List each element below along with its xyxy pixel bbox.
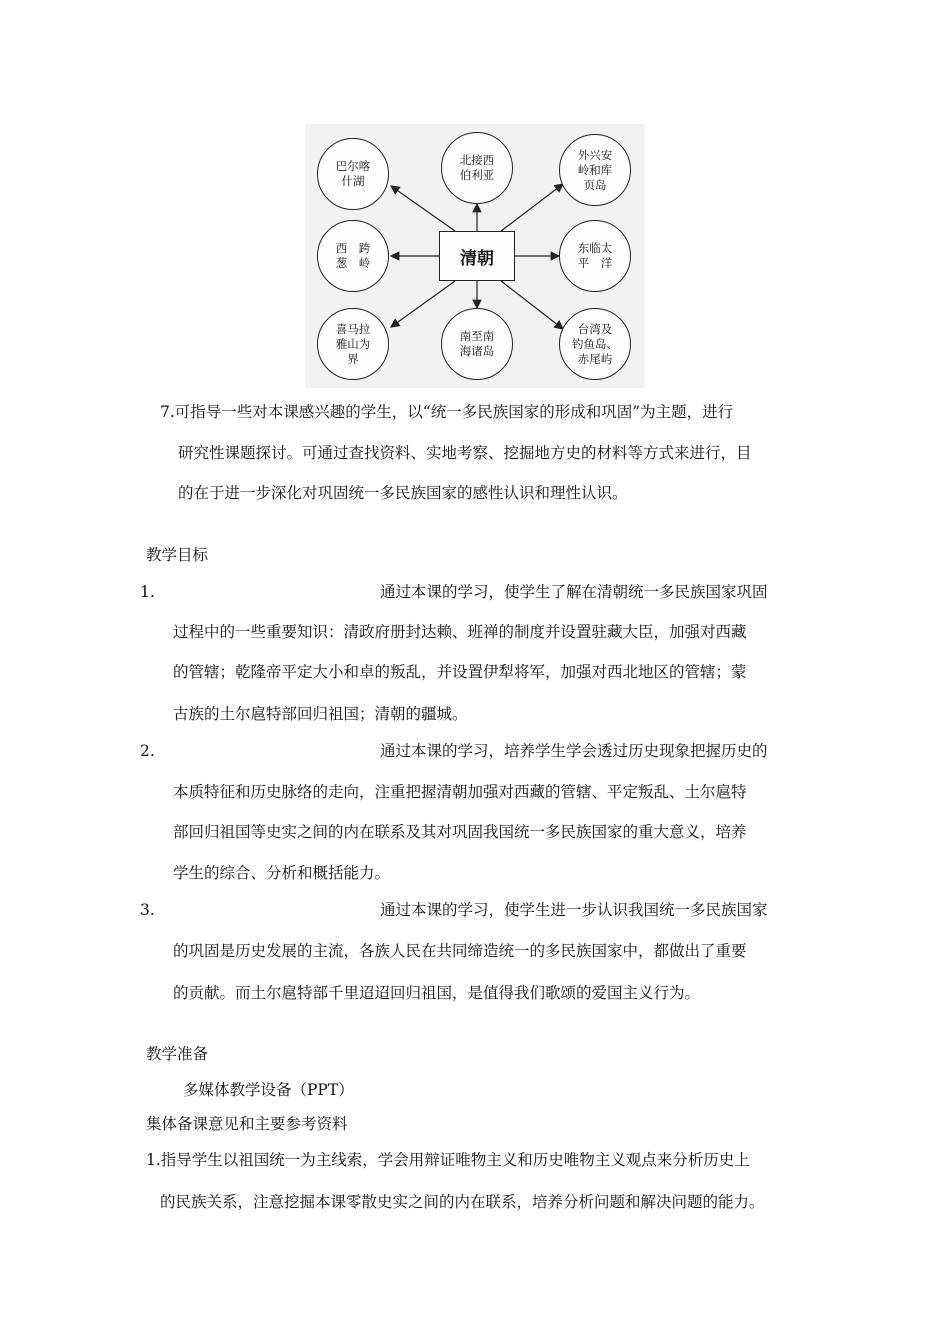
arrow-bottom-right bbox=[501, 281, 563, 329]
goal1-line1: 通过本课的学习，使学生了解在清朝统一多民族国家巩固 bbox=[380, 583, 768, 601]
goal3-line2: 的巩固是历史发展的主流，各族人民在共同缔造统一的多民族国家中，都做出了重要 bbox=[173, 942, 747, 960]
goal1-line3: 的管辖；乾隆帝平定大小和卓的叛乱，并设置伊犁将军，加强对西北地区的管辖；蒙 bbox=[173, 663, 747, 681]
qing-territory-diagram bbox=[305, 124, 645, 388]
goal1-number: 1. bbox=[140, 583, 155, 601]
goal2-line2: 本质特征和历史脉络的走向，注重把握清朝加强对西藏的管辖、平定叛乱、土尔扈特 bbox=[173, 783, 747, 801]
goals-heading: 教学目标 bbox=[146, 546, 209, 564]
arrow-top-right bbox=[501, 184, 563, 231]
arrow-bottom-left bbox=[391, 281, 455, 327]
goal3-line1: 通过本课的学习，使学生进一步认识我国统一多民族国家 bbox=[380, 901, 768, 919]
prep-heading: 教学准备 bbox=[146, 1045, 209, 1063]
arrow-top-left bbox=[391, 186, 455, 231]
node-pacific: 东临太 平 洋 bbox=[559, 220, 631, 292]
node-south-sea-islands: 南至南 海诸岛 bbox=[441, 308, 513, 380]
center-qing-box: 清朝 bbox=[439, 231, 515, 281]
opinions-heading: 集体备课意见和主要参考资料 bbox=[146, 1115, 348, 1133]
node-siberia: 北接西 伯利亚 bbox=[441, 132, 513, 204]
goal3-line3: 的贡献。而土尔扈特部千里迢迢回归祖国，是值得我们歌颂的爱国主义行为。 bbox=[173, 984, 701, 1002]
prep-item: 多媒体教学设备（PPT） bbox=[183, 1081, 354, 1099]
item7-line3: 的在于进一步深化对巩固统一多民族国家的感性认识和理性认识。 bbox=[178, 484, 628, 502]
node-taiwan-diaoyu: 台湾及 钓鱼岛、 赤尾屿 bbox=[559, 308, 631, 380]
goal2-line1: 通过本课的学习，培养学生学会透过历史现象把握历史的 bbox=[380, 742, 768, 760]
goal2-line4: 学生的综合、分析和概括能力。 bbox=[173, 864, 391, 882]
node-pamirs: 西 跨 葱 岭 bbox=[317, 220, 389, 292]
item7-line1: 7.可指导一些对本课感兴趣的学生，以“统一多民族国家的形成和巩固”为主题，进行 bbox=[160, 403, 734, 421]
opinions-line2: 的民族关系，注意挖掘本课零散史实之间的内在联系，培养分析问题和解决问题的能力。 bbox=[160, 1193, 765, 1211]
node-stanovoy-sakhalin: 外兴安 岭和库 页岛 bbox=[559, 134, 631, 206]
goal2-line3: 部回归祖国等史实之间的内在联系及其对巩固我国统一多民族国家的重大意义，培养 bbox=[173, 823, 747, 841]
goal1-line4: 古族的土尔扈特部回归祖国；清朝的疆城。 bbox=[173, 705, 468, 723]
node-himalayas: 喜马拉 雅山为 界 bbox=[317, 308, 389, 380]
node-balkhash: 巴尔喀 什湖 bbox=[317, 138, 389, 210]
goal1-line2: 过程中的一些重要知识：清政府册封达赖、班禅的制度并设置驻藏大臣，加强对西藏 bbox=[173, 623, 747, 641]
goal2-number: 2. bbox=[140, 742, 155, 760]
item7-line2: 研究性课题探讨。可通过查找资料、实地考察、挖掘地方史的材料等方式来进行，目 bbox=[178, 444, 752, 462]
goal3-number: 3. bbox=[140, 901, 155, 919]
opinions-line1: 1.指导学生以祖国统一为主线索，学会用辩证唯物主义和历史唯物主义观点来分析历史上 bbox=[146, 1151, 750, 1169]
